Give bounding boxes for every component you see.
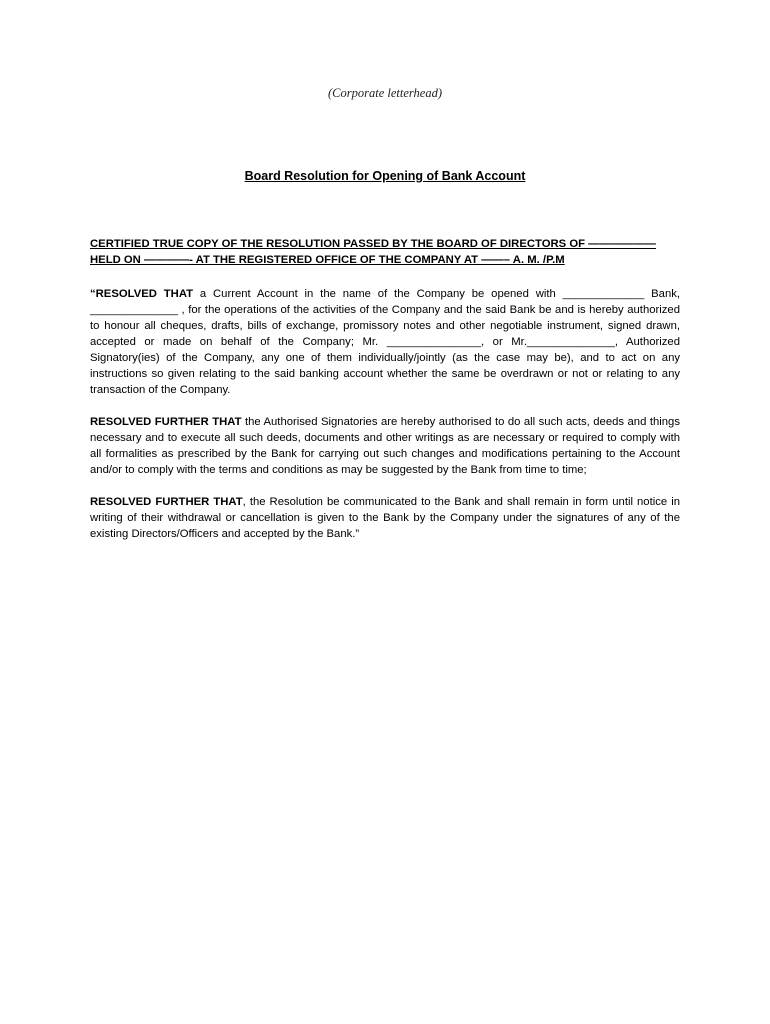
document-body (90, 236, 680, 558)
resolution-text-2: the Authorised Signatories are hereby authorised to do all such acts, deeds and things necessary and to execute all such deeds, documents and other writings as are necessary or required to comply with all formalities as prescribed by the Bank for carrying out such changes and modifications pertaining to the Account and/or to comply with the terms and conditions as may be suggested by the Bank from time to time; (90, 416, 680, 476)
certified-copy-heading: CERTIFIED TRUE COPY OF THE RESOLUTION PASSED BY THE BOARD OF DIRECTORS OF —————— HELD ON ————- AT THE REGISTERED OFFICE OF THE COMPANY AT ——– A. M. /P.M (90, 238, 656, 266)
resolution-paragraph-1 (90, 286, 680, 398)
resolution-paragraph-2 (90, 414, 680, 478)
resolution-text-3: , the Resolution be communicated to the Bank and shall remain in form until notice in writing of their withdrawal or cancellation is given to the Bank by the Company under the signatures of any of the existing Directors/Officers and accepted by the Bank.” (90, 496, 680, 540)
resolution-lead-2: RESOLVED FURTHER THAT (90, 416, 242, 428)
document-title: Board Resolution for Opening of Bank Account (244, 169, 526, 183)
resolution-paragraph-3 (90, 494, 680, 542)
letterhead-placeholder: (Corporate letterhead) (328, 86, 442, 100)
resolution-text-1: a Current Account in the name of the Company be opened with _____________ Bank, ______________ , for the operations of the activities of the Company and the said Bank be and is hereby authorized to honour all cheques, drafts, bills of exchange, promissory notes and other negotiable instrument, signed drawn, accepted or made on behalf of the Company; Mr. _______________, or Mr.______________, Authorized Signatory(ies) of the Company, any one of them individually/jointly (as the case may be), and to act on any instructions so given relating to the said banking account whether the same be overdrawn or not or relating to any transaction of the Company. (90, 288, 681, 396)
resolution-lead-1: “RESOLVED THAT (90, 288, 194, 300)
resolution-lead-3: RESOLVED FURTHER THAT (90, 496, 243, 508)
